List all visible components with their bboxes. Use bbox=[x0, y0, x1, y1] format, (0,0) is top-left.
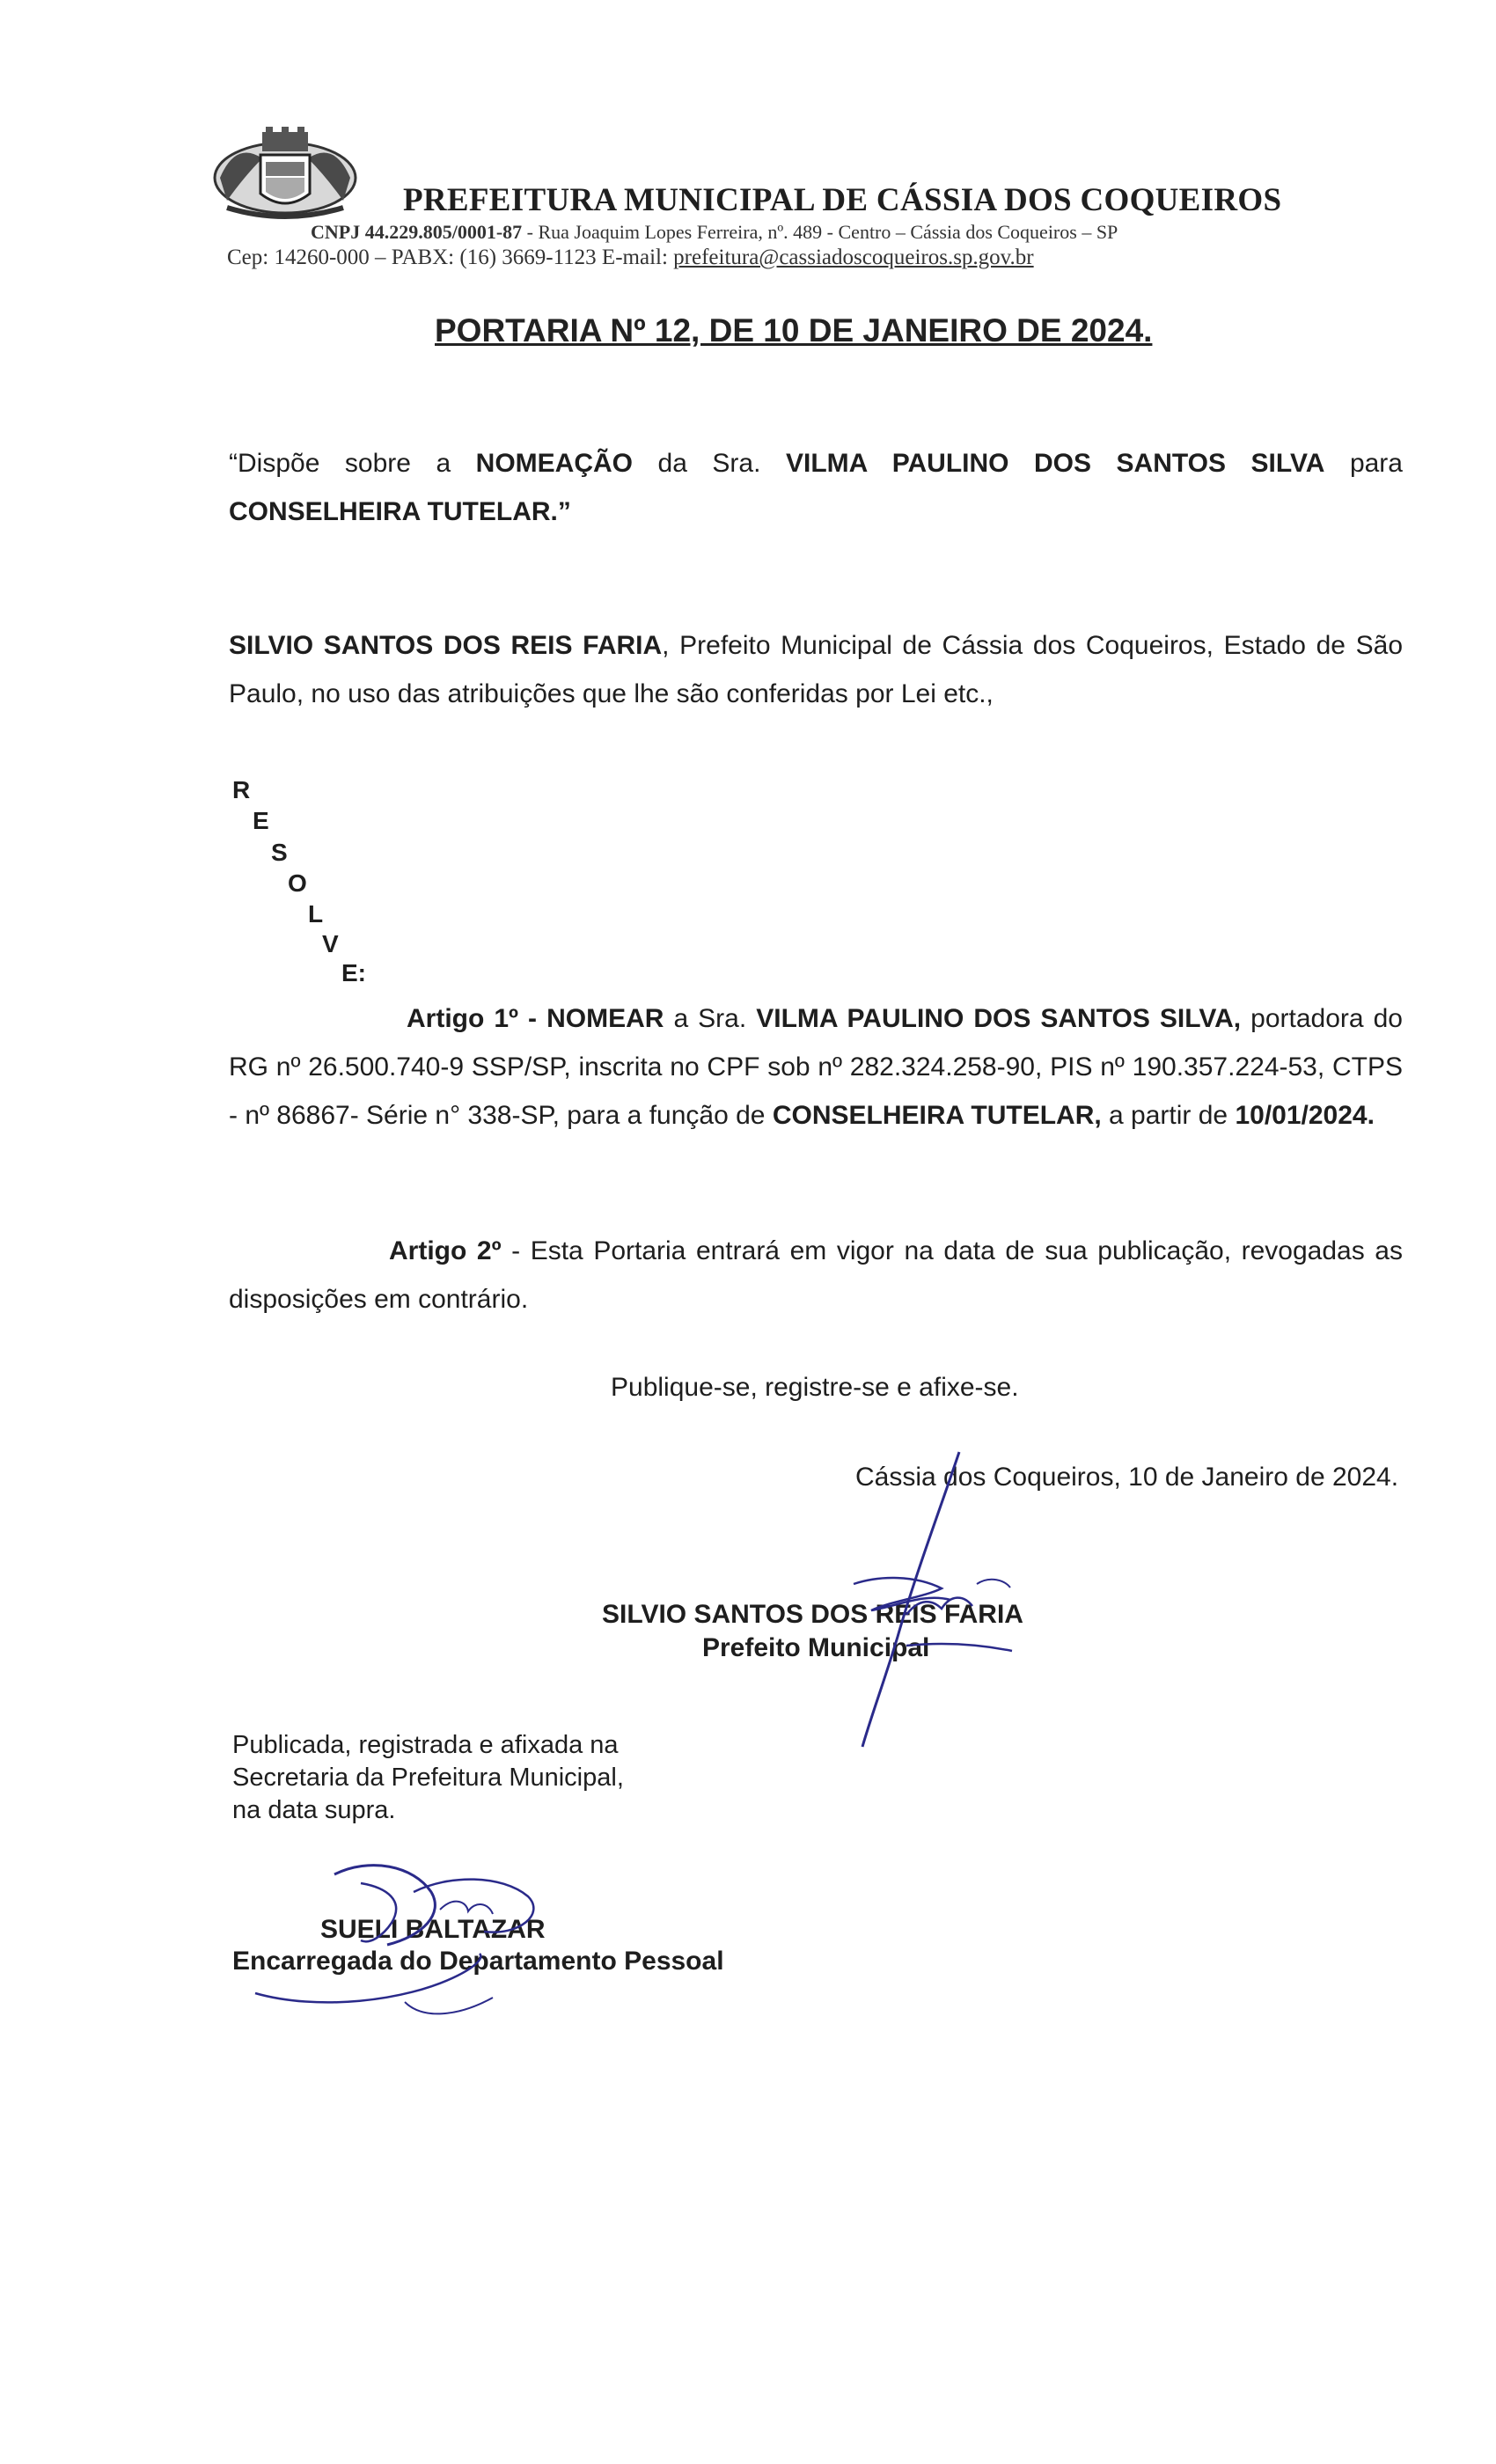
resolve-letter: R bbox=[232, 776, 251, 803]
article-1-label: Artigo 1º - NOMEAR bbox=[407, 1004, 664, 1033]
resolve-letter: E: bbox=[341, 959, 366, 986]
mayor-name: SILVIO SANTOS DOS REIS FARIA bbox=[229, 631, 663, 660]
ementa-text: “Dispõe sobre a bbox=[229, 449, 476, 478]
article-1-text: portadora do RG nº 26.500.740-9 SSP/SP, inscrita no CPF sob nº 282.324.258-90, PIS nº 190.357.224-53, CTPS - nº 86867- Série n° 338-SP, para a função de bbox=[229, 1004, 1403, 1130]
article-1-text: a Sra. bbox=[664, 1004, 757, 1033]
article-2-text: - Esta Portaria entrará em vigor na data de sua publicação, revogadas as disposições em contrário. bbox=[229, 1236, 1403, 1314]
closing-formula: Publique-se, registre-se e afixe-se. bbox=[611, 1373, 1019, 1402]
article-1-date: 10/01/2024. bbox=[1235, 1101, 1375, 1130]
preamble-text: , Prefeito Municipal de Cássia dos Coqueiros, Estado de São Paulo, no uso das atribuições que lhe são conferidas por Lei etc., bbox=[229, 631, 1404, 708]
publication-note-line: Publicada, registrada e afixada na bbox=[232, 1731, 619, 1759]
article-2-paragraph bbox=[229, 1227, 1403, 1324]
ementa-bold-nomeacao: NOMEAÇÃO bbox=[475, 449, 634, 478]
resolve-letter: L bbox=[308, 900, 324, 928]
article-1-appointee: VILMA PAULINO DOS SANTOS SILVA, bbox=[756, 1004, 1242, 1033]
contact-info: Cep: 14260-000 – PABX: (16) 3669-1123 E-mail: bbox=[227, 246, 674, 269]
resolve-letter: O bbox=[288, 869, 307, 897]
article-2-label: Artigo 2º bbox=[389, 1236, 502, 1265]
ementa-text: para bbox=[1324, 449, 1403, 478]
publication-note-line: Secretaria da Prefeitura Municipal, bbox=[232, 1764, 624, 1792]
preamble-paragraph bbox=[229, 621, 1403, 718]
document-title: PORTARIA Nº 12, DE 10 DE JANEIRO DE 2024. bbox=[435, 312, 1153, 348]
place-and-date: Cássia dos Coqueiros, 10 de Janeiro de 2024. bbox=[855, 1463, 1399, 1492]
municipal-crest-logo bbox=[209, 123, 361, 222]
article-1-role: CONSELHEIRA TUTELAR, bbox=[772, 1101, 1102, 1130]
publication-note-line: na data supra. bbox=[232, 1796, 396, 1824]
municipality-name: PREFEITURA MUNICIPAL DE CÁSSIA DOS COQUEIROS bbox=[403, 182, 1282, 218]
ementa-text: da Sra. bbox=[633, 449, 786, 478]
letterhead-contact bbox=[227, 246, 1034, 270]
article-1-paragraph bbox=[229, 994, 1403, 1140]
publication-note bbox=[232, 1729, 624, 1827]
ementa-bold-role: CONSELHEIRA TUTELAR.” bbox=[229, 497, 571, 526]
resolve-letter: V bbox=[322, 930, 339, 957]
signer-1-role: Prefeito Municipal bbox=[702, 1633, 930, 1662]
signer-2-role: Encarregada do Departamento Pessoal bbox=[232, 1947, 724, 1976]
signer-1-name: SILVIO SANTOS DOS REIS FARIA bbox=[602, 1600, 1023, 1629]
email-link[interactable]: prefeitura@cassiadoscoqueiros.sp.gov.br bbox=[673, 246, 1034, 269]
cnpj: CNPJ 44.229.805/0001-87 bbox=[311, 221, 523, 243]
signer-2-name: SUELI BALTAZAR bbox=[320, 1915, 546, 1944]
resolve-letter: S bbox=[271, 839, 288, 866]
ementa-paragraph bbox=[229, 439, 1403, 536]
resolve-letter: E bbox=[253, 807, 269, 834]
address: - Rua Joaquim Lopes Ferreira, nº. 489 - Centro – Cássia dos Coqueiros – SP bbox=[522, 221, 1118, 243]
article-1-text: a partir de bbox=[1101, 1101, 1236, 1130]
letterhead-cnpj-address bbox=[311, 221, 1118, 244]
ementa-bold-name: VILMA PAULINO DOS SANTOS SILVA bbox=[785, 449, 1325, 478]
